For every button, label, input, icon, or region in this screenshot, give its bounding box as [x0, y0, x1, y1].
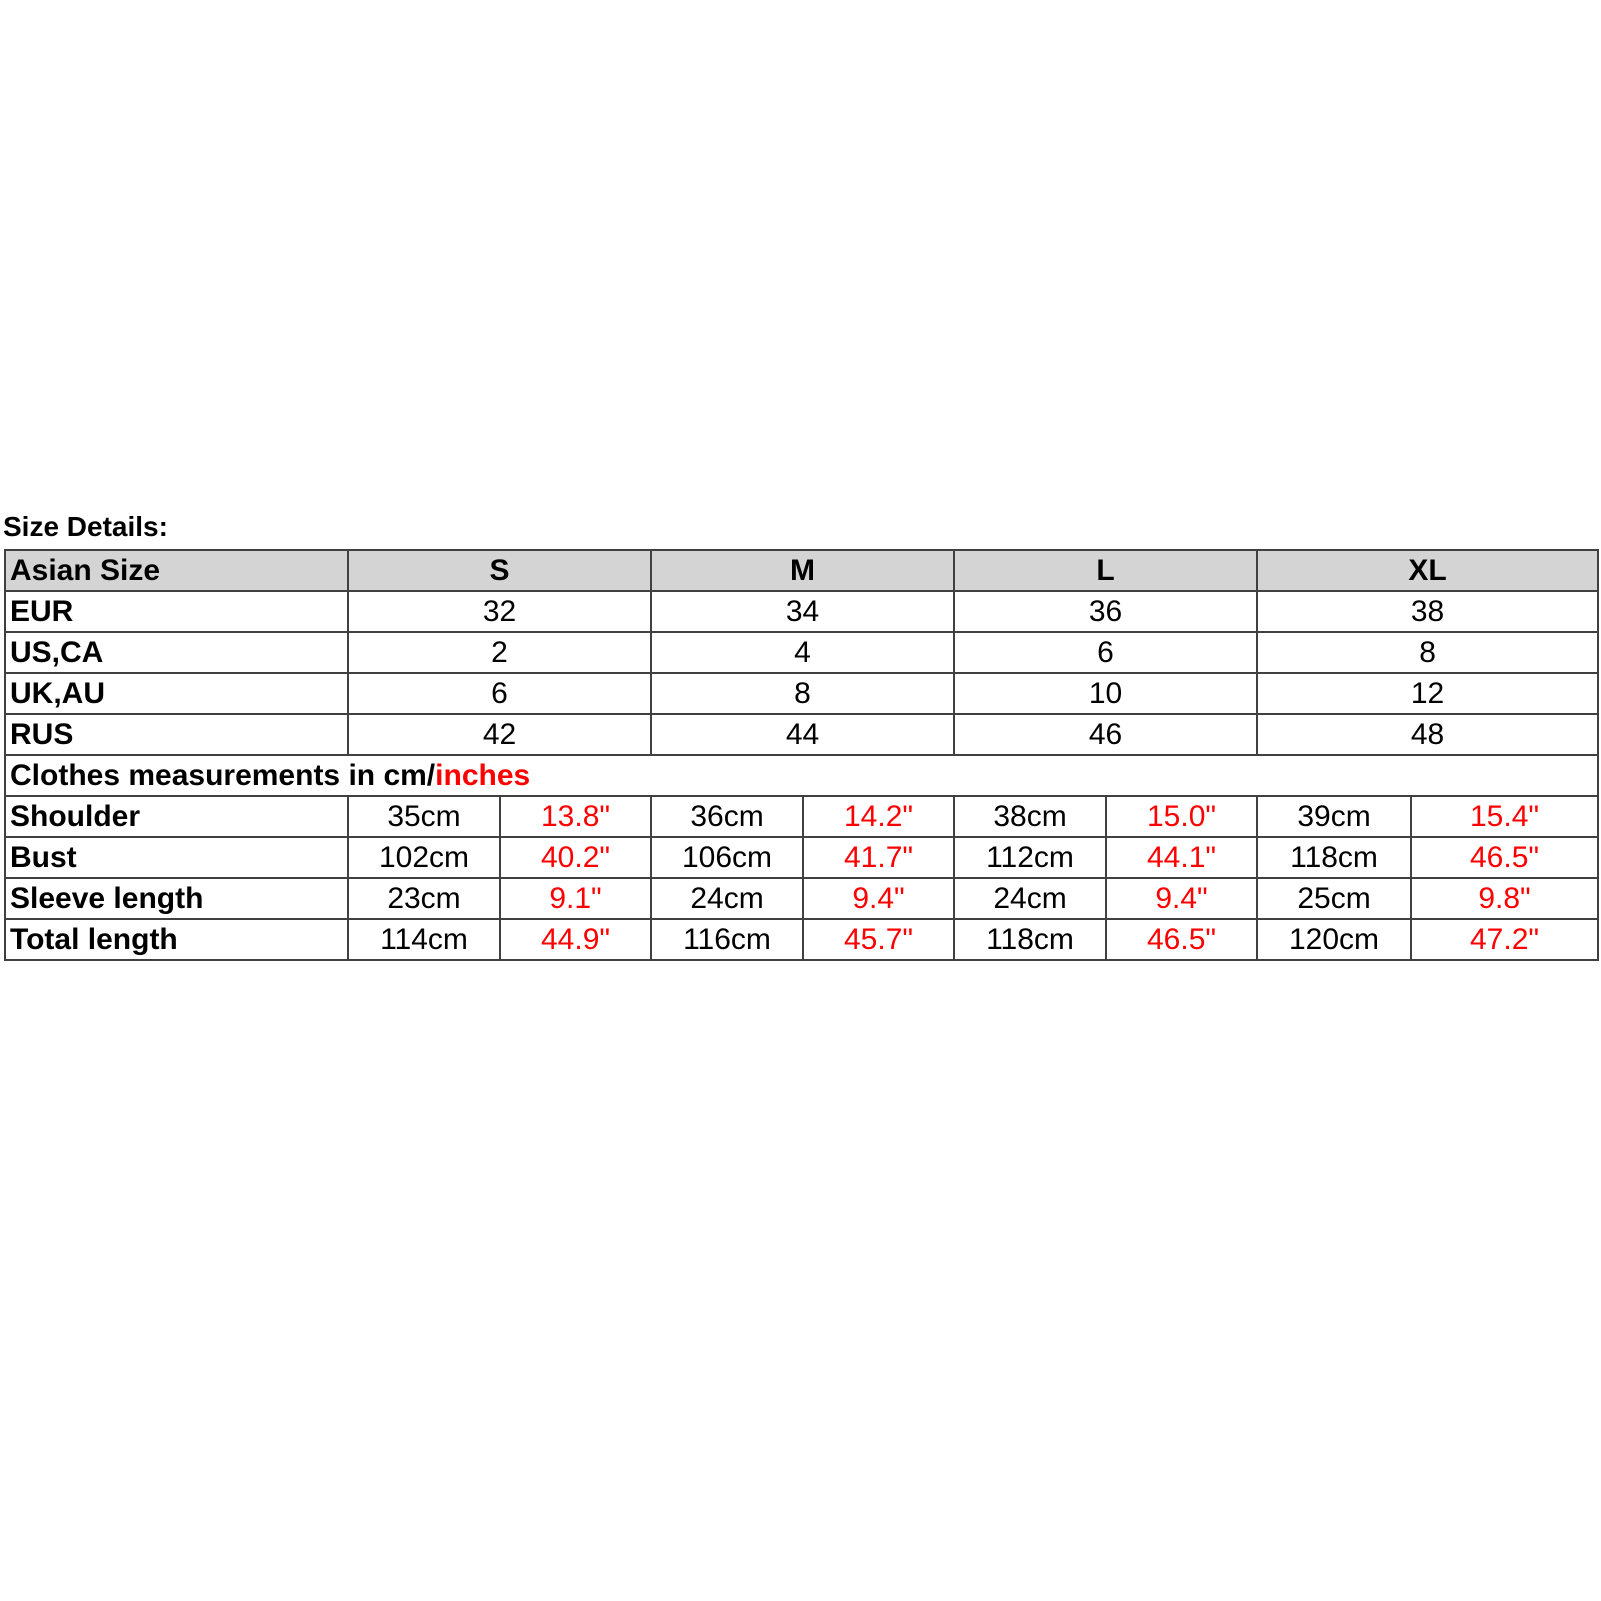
header-label: Asian Size — [5, 550, 348, 591]
table-cell: 38 — [1257, 591, 1598, 632]
page-title: Size Details: — [3, 511, 168, 542]
measurement-row-total-length — [5, 919, 1598, 960]
cm-cell: 39cm — [1257, 796, 1411, 837]
table-cell: 6 — [954, 632, 1257, 673]
cm-cell: 24cm — [954, 878, 1106, 919]
table-cell: 32 — [348, 591, 651, 632]
table-cell: 10 — [954, 673, 1257, 714]
section-heading-prefix: Clothes measurements in cm/ — [10, 759, 436, 792]
inch-cell: 46.5" — [1411, 837, 1598, 878]
measurement-row-sleeve-length — [5, 878, 1598, 919]
table-cell: 48 — [1257, 714, 1598, 755]
cm-cell: 35cm — [348, 796, 500, 837]
conversion-row-us-ca — [5, 632, 1598, 673]
section-row — [5, 755, 1598, 796]
inch-cell: 14.2" — [803, 796, 954, 837]
section-heading-highlight: inches — [435, 759, 531, 792]
cm-cell: 24cm — [651, 878, 803, 919]
inch-cell: 44.1" — [1106, 837, 1257, 878]
table-cell: 8 — [1257, 632, 1598, 673]
cm-cell: 25cm — [1257, 878, 1411, 919]
table-cell: 34 — [651, 591, 954, 632]
cm-cell: 106cm — [651, 837, 803, 878]
inch-cell: 47.2" — [1411, 919, 1598, 960]
table-cell: 44 — [651, 714, 954, 755]
row-label: UK,AU — [5, 673, 348, 714]
cm-cell: 23cm — [348, 878, 500, 919]
section-heading — [5, 755, 1598, 796]
row-label: Shoulder — [5, 796, 348, 837]
inch-cell: 41.7" — [803, 837, 954, 878]
table-cell: 6 — [348, 673, 651, 714]
row-label: RUS — [5, 714, 348, 755]
row-label: Bust — [5, 837, 348, 878]
row-label: EUR — [5, 591, 348, 632]
header-size-s: S — [348, 550, 651, 591]
header-size-l: L — [954, 550, 1257, 591]
inch-cell: 44.9" — [500, 919, 651, 960]
measurement-row-shoulder — [5, 796, 1598, 837]
cm-cell: 116cm — [651, 919, 803, 960]
size-chart-table — [4, 549, 1599, 961]
table-cell: 4 — [651, 632, 954, 673]
conversion-row-eur — [5, 591, 1598, 632]
table-cell: 36 — [954, 591, 1257, 632]
inch-cell: 40.2" — [500, 837, 651, 878]
row-label: Sleeve length — [5, 878, 348, 919]
inch-cell: 9.4" — [803, 878, 954, 919]
cm-cell: 112cm — [954, 837, 1106, 878]
row-label: Total length — [5, 919, 348, 960]
cm-cell: 102cm — [348, 837, 500, 878]
inch-cell: 13.8" — [500, 796, 651, 837]
table-cell: 42 — [348, 714, 651, 755]
row-label: US,CA — [5, 632, 348, 673]
cm-cell: 36cm — [651, 796, 803, 837]
table-cell: 46 — [954, 714, 1257, 755]
cm-cell: 120cm — [1257, 919, 1411, 960]
cm-cell: 38cm — [954, 796, 1106, 837]
cm-cell: 114cm — [348, 919, 500, 960]
inch-cell: 45.7" — [803, 919, 954, 960]
inch-cell: 15.0" — [1106, 796, 1257, 837]
measurement-row-bust — [5, 837, 1598, 878]
cm-cell: 118cm — [1257, 837, 1411, 878]
inch-cell: 9.1" — [500, 878, 651, 919]
table-cell: 8 — [651, 673, 954, 714]
inch-cell: 9.4" — [1106, 878, 1257, 919]
table-cell: 2 — [348, 632, 651, 673]
inch-cell: 46.5" — [1106, 919, 1257, 960]
table-cell: 12 — [1257, 673, 1598, 714]
inch-cell: 9.8" — [1411, 878, 1598, 919]
header-row — [5, 550, 1598, 591]
conversion-row-rus — [5, 714, 1598, 755]
header-size-xl: XL — [1257, 550, 1598, 591]
conversion-row-uk-au — [5, 673, 1598, 714]
header-size-m: M — [651, 550, 954, 591]
inch-cell: 15.4" — [1411, 796, 1598, 837]
cm-cell: 118cm — [954, 919, 1106, 960]
